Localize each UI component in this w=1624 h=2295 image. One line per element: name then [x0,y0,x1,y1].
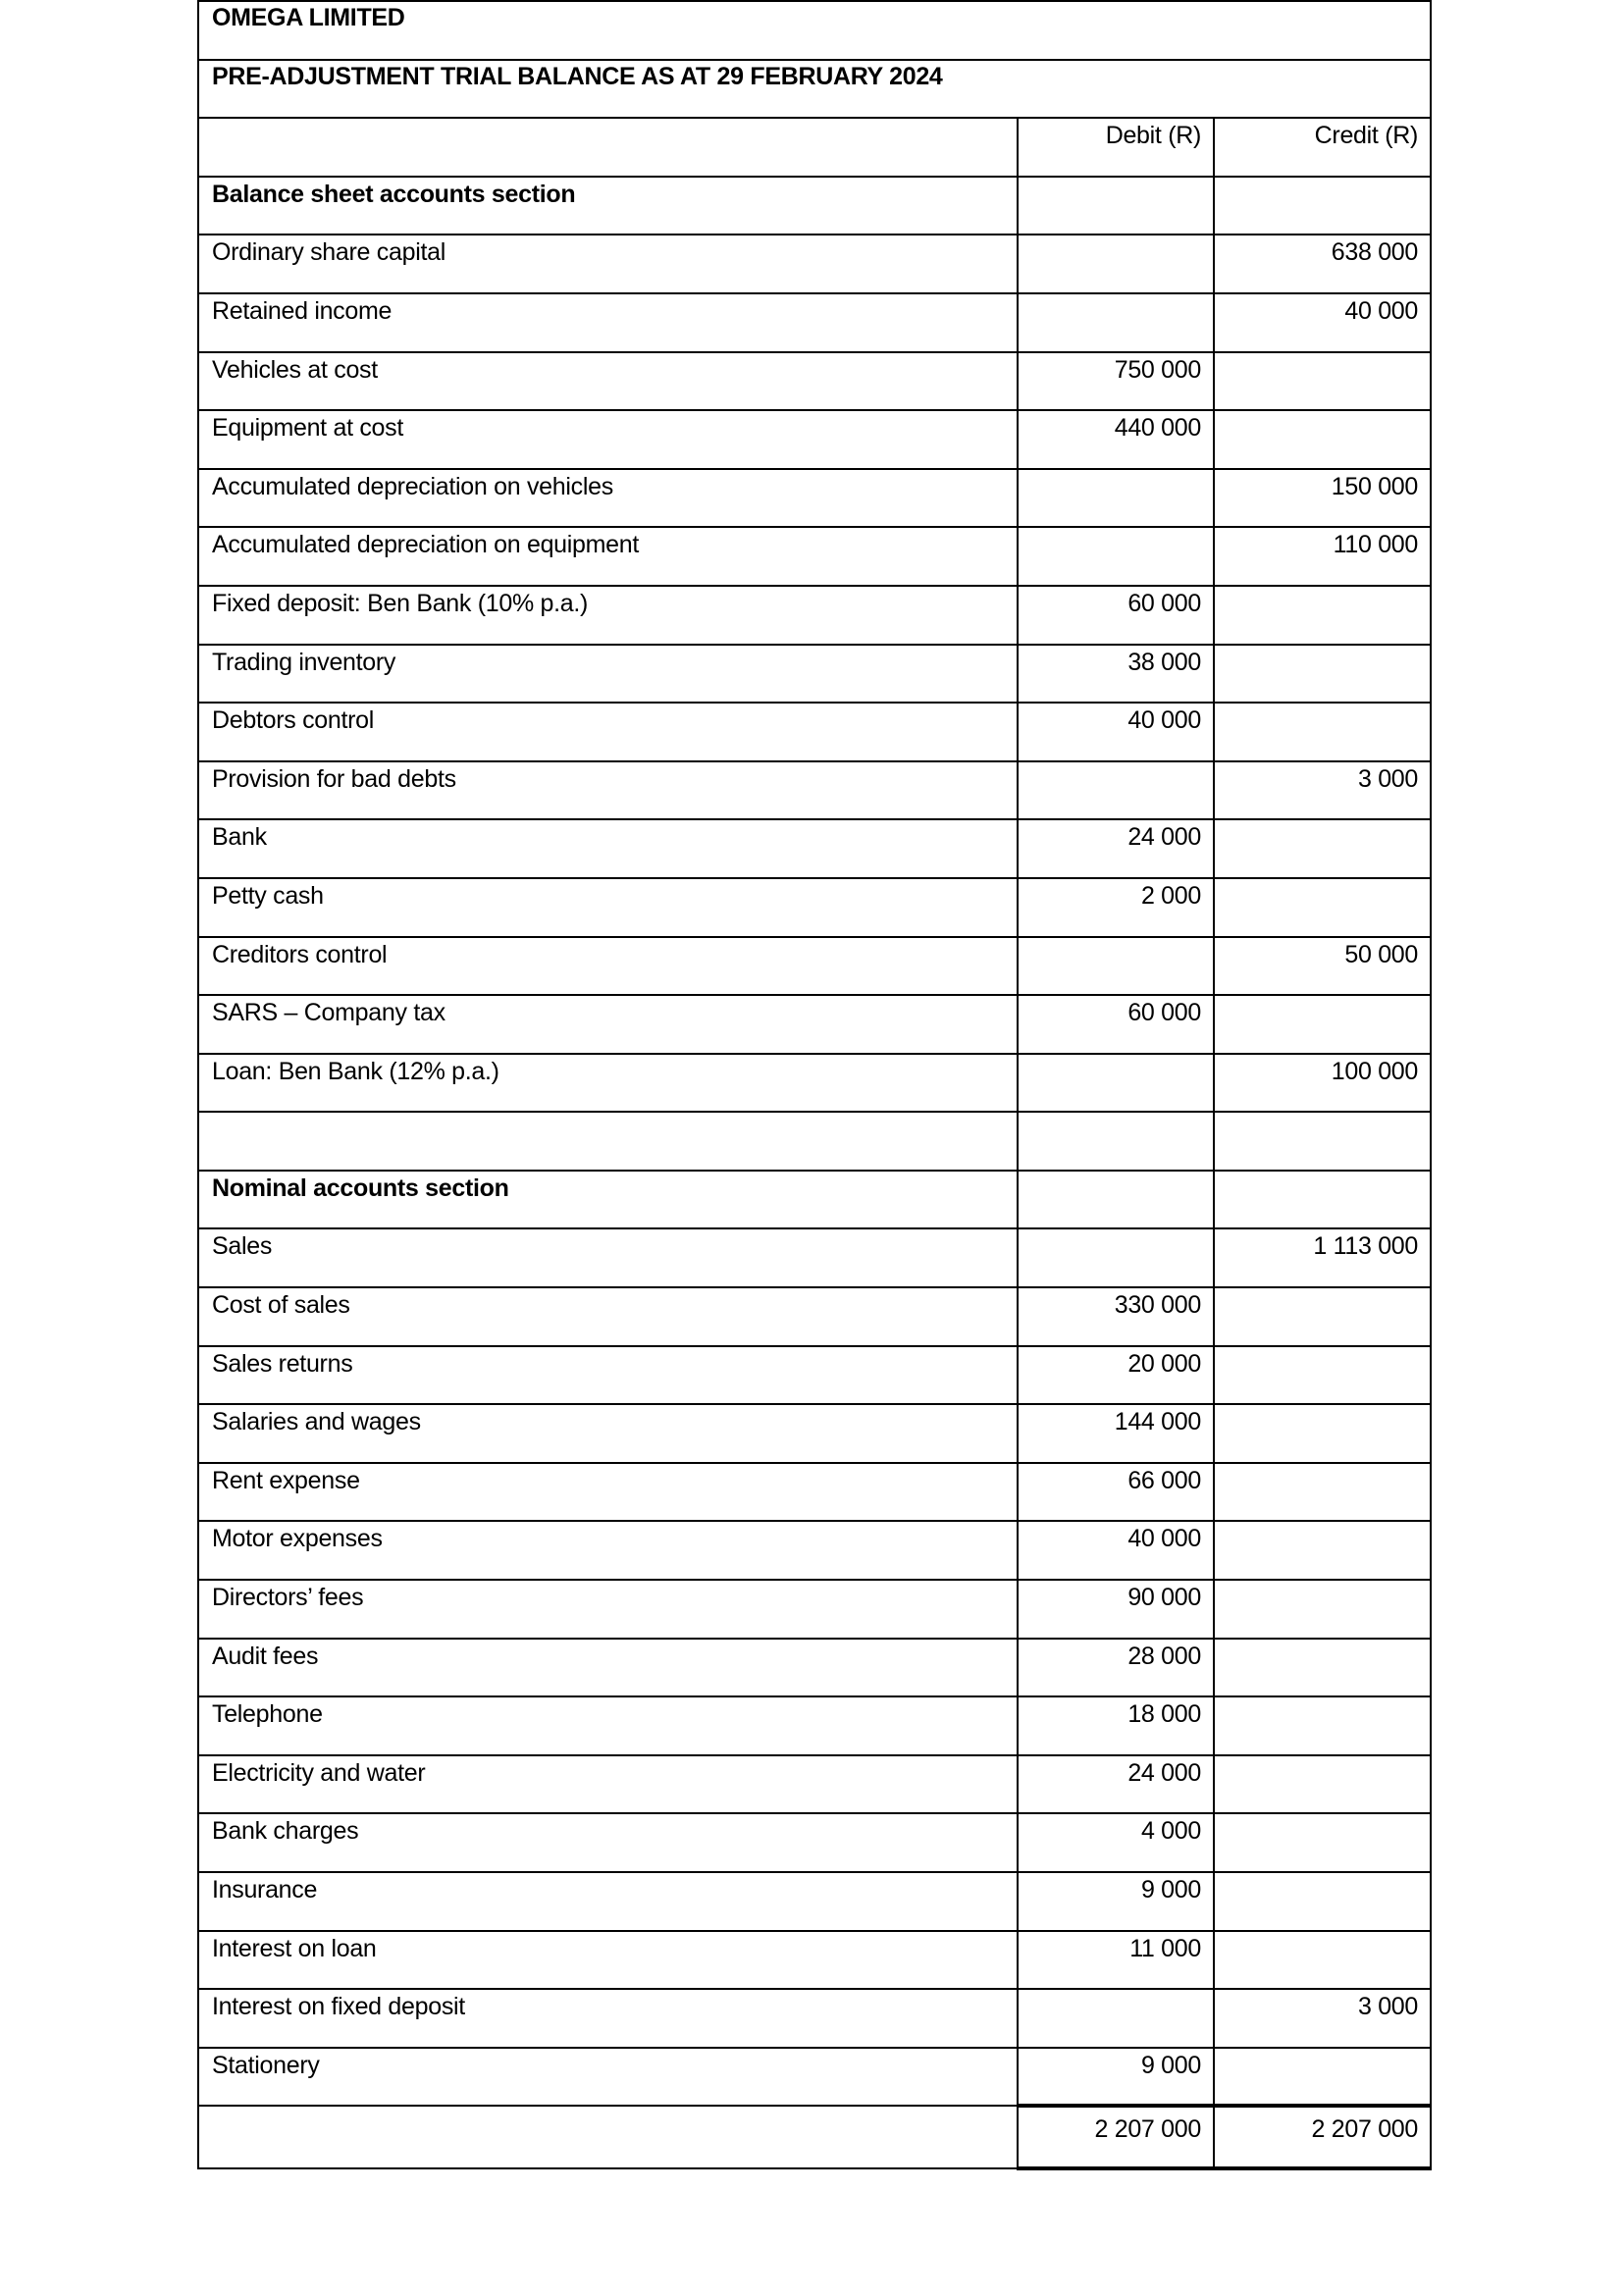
credit-amount-cell [1214,645,1431,704]
table-row [198,1696,1431,1755]
table-row [198,1404,1431,1463]
table-row [198,410,1431,469]
blank-row [198,1112,1431,1171]
debit-total: 2 207 000 [1018,2106,1214,2168]
credit-column-header: Credit (R) [1214,118,1431,177]
account-name-cell: Rent expense [198,1463,1018,1522]
credit-amount-cell: 50 000 [1214,937,1431,996]
account-name-cell: Directors’ fees [198,1580,1018,1639]
table-row [198,1580,1431,1639]
empty-cell [198,1112,1018,1171]
account-name-cell: Accumulated depreciation on vehicles [198,469,1018,528]
debit-amount-cell: 750 000 [1018,352,1214,411]
table-row [198,995,1431,1054]
account-name-cell: Fixed deposit: Ben Bank (10% p.a.) [198,586,1018,645]
balance-sheet-section-heading: Balance sheet accounts section [198,177,1018,235]
account-name-cell: Electricity and water [198,1755,1018,1814]
credit-amount-cell [1214,352,1431,411]
debit-amount-cell: 60 000 [1018,995,1214,1054]
debit-amount-cell: 60 000 [1018,586,1214,645]
totals-row [198,2106,1431,2168]
debit-amount-cell: 20 000 [1018,1346,1214,1405]
debit-amount-cell [1018,469,1214,528]
account-name-cell: Interest on loan [198,1931,1018,1990]
account-name-cell: Vehicles at cost [198,352,1018,411]
credit-amount-cell [1214,586,1431,645]
debit-amount-cell: 38 000 [1018,645,1214,704]
account-name-cell: Motor expenses [198,1521,1018,1580]
table-row [198,1813,1431,1872]
debit-amount-cell [1018,527,1214,586]
account-name-cell: Retained income [198,293,1018,352]
debit-amount-cell [1018,1228,1214,1287]
debit-amount-cell: 9 000 [1018,1872,1214,1931]
account-name-cell: Interest on fixed deposit [198,1989,1018,2048]
debit-amount-cell: 24 000 [1018,819,1214,878]
account-name-cell: Bank [198,819,1018,878]
totals-label-cell [198,2106,1018,2168]
account-name-cell: Petty cash [198,878,1018,937]
credit-amount-cell [1214,1755,1431,1814]
account-name-cell: Insurance [198,1872,1018,1931]
company-name: OMEGA LIMITED [198,1,1431,60]
credit-amount-cell: 100 000 [1214,1054,1431,1113]
credit-amount-cell [1214,410,1431,469]
debit-column-header: Debit (R) [1018,118,1214,177]
credit-amount-cell: 1 113 000 [1214,1228,1431,1287]
table-row [198,703,1431,761]
credit-amount-cell: 638 000 [1214,235,1431,293]
debit-amount-cell: 40 000 [1018,703,1214,761]
table-row [198,937,1431,996]
account-name-cell: SARS – Company tax [198,995,1018,1054]
header-blank-cell [198,118,1018,177]
debit-amount-cell [1018,293,1214,352]
table-row [198,1463,1431,1522]
statement-title: PRE-ADJUSTMENT TRIAL BALANCE AS AT 29 FEBRUARY 2024 [198,60,1431,119]
account-name-cell: Accumulated depreciation on equipment [198,527,1018,586]
table-row [198,1054,1431,1113]
table-row [198,761,1431,820]
account-name-cell: Telephone [198,1696,1018,1755]
debit-amount-cell [1018,761,1214,820]
debit-amount-cell: 144 000 [1018,1404,1214,1463]
credit-amount-cell [1214,1521,1431,1580]
table-row [198,1989,1431,2048]
account-name-cell: Sales returns [198,1346,1018,1405]
debit-amount-cell: 2 000 [1018,878,1214,937]
credit-amount-cell [1214,1813,1431,1872]
empty-cell [1214,177,1431,235]
table-row [198,819,1431,878]
credit-amount-cell [1214,819,1431,878]
debit-amount-cell: 66 000 [1018,1463,1214,1522]
section-heading-row [198,1171,1431,1229]
table-row [198,1228,1431,1287]
table-row [198,586,1431,645]
debit-amount-cell [1018,937,1214,996]
table-row [198,1521,1431,1580]
credit-amount-cell [1214,1639,1431,1697]
credit-amount-cell: 110 000 [1214,527,1431,586]
credit-amount-cell [1214,1287,1431,1346]
credit-amount-cell [1214,1696,1431,1755]
account-name-cell: Trading inventory [198,645,1018,704]
table-row [198,645,1431,704]
credit-amount-cell [1214,1580,1431,1639]
account-name-cell: Loan: Ben Bank (12% p.a.) [198,1054,1018,1113]
debit-amount-cell: 4 000 [1018,1813,1214,1872]
account-name-cell: Bank charges [198,1813,1018,1872]
debit-amount-cell: 18 000 [1018,1696,1214,1755]
section-heading-row [198,177,1431,235]
credit-amount-cell [1214,1463,1431,1522]
debit-amount-cell [1018,1989,1214,2048]
debit-amount-cell: 90 000 [1018,1580,1214,1639]
table-row [198,1755,1431,1814]
table-row [198,352,1431,411]
account-name-cell: Debtors control [198,703,1018,761]
debit-amount-cell: 9 000 [1018,2048,1214,2107]
table-row [198,1287,1431,1346]
account-name-cell: Sales [198,1228,1018,1287]
credit-amount-cell: 3 000 [1214,1989,1431,2048]
empty-cell [1018,1171,1214,1229]
trial-balance-sheet [197,0,1430,2170]
table-row [198,469,1431,528]
table-row [198,878,1431,937]
debit-amount-cell: 24 000 [1018,1755,1214,1814]
credit-amount-cell [1214,995,1431,1054]
credit-amount-cell: 3 000 [1214,761,1431,820]
table-row [198,527,1431,586]
table-row [198,235,1431,293]
credit-amount-cell: 150 000 [1214,469,1431,528]
table-row [198,2048,1431,2107]
empty-cell [1018,177,1214,235]
empty-cell [1018,1112,1214,1171]
credit-amount-cell [1214,1872,1431,1931]
credit-amount-cell [1214,878,1431,937]
account-name-cell: Stationery [198,2048,1018,2107]
account-name-cell: Ordinary share capital [198,235,1018,293]
account-name-cell: Audit fees [198,1639,1018,1697]
nominal-section-heading: Nominal accounts section [198,1171,1018,1229]
debit-amount-cell [1018,235,1214,293]
debit-amount-cell: 40 000 [1018,1521,1214,1580]
credit-amount-cell [1214,1346,1431,1405]
title-row [198,60,1431,119]
column-header-row [198,118,1431,177]
account-name-cell: Salaries and wages [198,1404,1018,1463]
account-name-cell: Equipment at cost [198,410,1018,469]
account-name-cell: Cost of sales [198,1287,1018,1346]
debit-amount-cell: 11 000 [1018,1931,1214,1990]
credit-amount-cell [1214,703,1431,761]
table-row [198,1639,1431,1697]
debit-amount-cell: 440 000 [1018,410,1214,469]
table-row [198,1872,1431,1931]
debit-amount-cell: 28 000 [1018,1639,1214,1697]
debit-amount-cell: 330 000 [1018,1287,1214,1346]
credit-total: 2 207 000 [1214,2106,1431,2168]
table-row [198,293,1431,352]
credit-amount-cell: 40 000 [1214,293,1431,352]
credit-amount-cell [1214,2048,1431,2107]
credit-amount-cell [1214,1931,1431,1990]
empty-cell [1214,1171,1431,1229]
table-row [198,1931,1431,1990]
trial-balance-table [197,0,1432,2170]
debit-amount-cell [1018,1054,1214,1113]
account-name-cell: Provision for bad debts [198,761,1018,820]
credit-amount-cell [1214,1404,1431,1463]
table-row [198,1346,1431,1405]
account-name-cell: Creditors control [198,937,1018,996]
company-row [198,1,1431,60]
empty-cell [1214,1112,1431,1171]
